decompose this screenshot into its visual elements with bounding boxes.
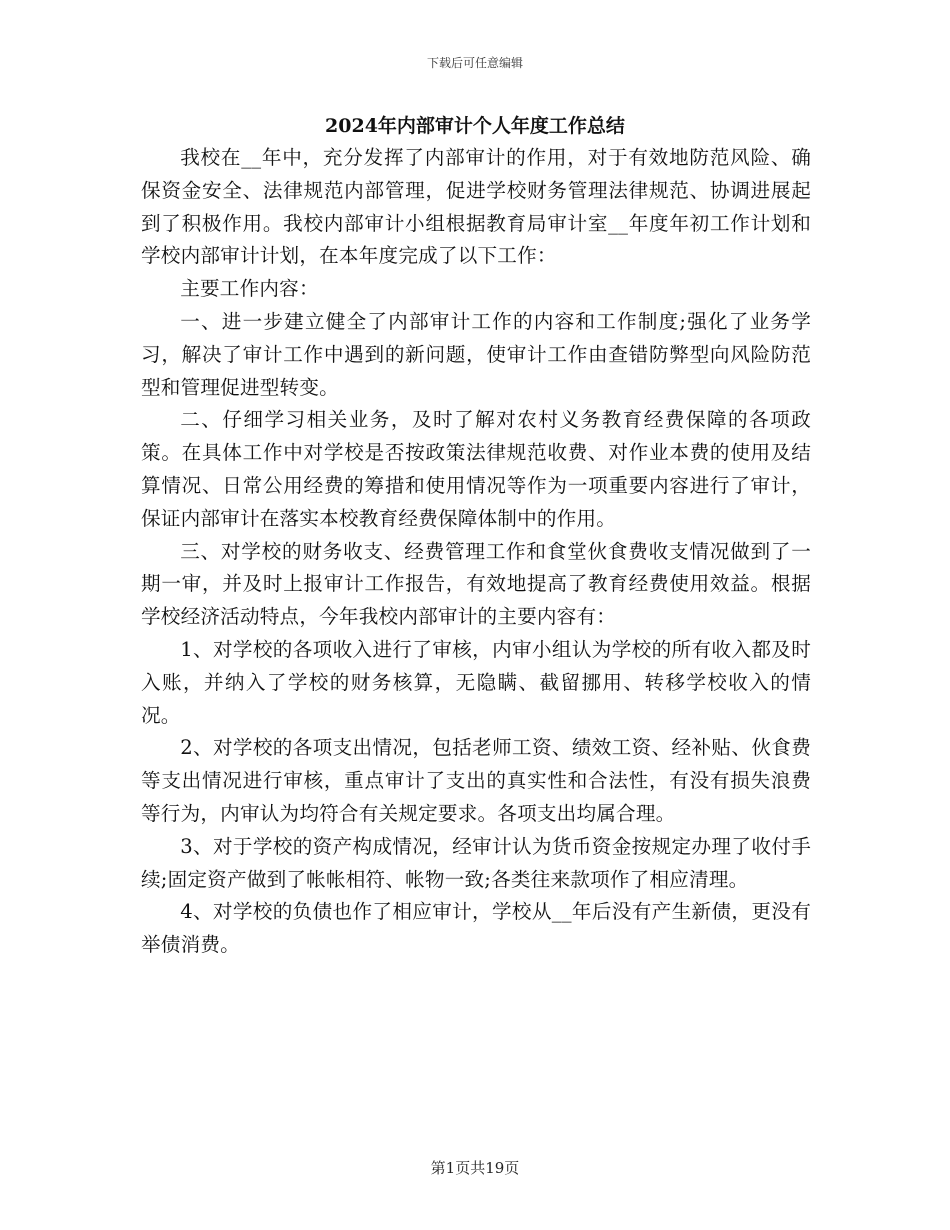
paragraph-sub-item-1: 1、对学校的各项收入进行了审核，内审小组认为学校的所有收入都及时入账，并纳入了学校的财务核算，无隐瞒、截留挪用、转移学校收入的情况。 [141, 637, 811, 727]
paragraph-intro: 我校在__年中，充分发挥了内部审计的作用，对于有效地防范风险、确保资金安全、法律规范内部管理，促进学校财务管理法律规范、协调进展起到了积极作用。我校内部审计小组根据教育局审计室__年度年初工作计划和学校内部审计计划，在本年度完成了以下工作： [141, 146, 811, 268]
paragraph-item-three: 三、对学校的财务收支、经费管理工作和食堂伙食费收支情况做到了一期一审，并及时上报审计工作报告，有效地提高了教育经费使用效益。根据学校经济活动特点，今年我校内部审计的主要内容有： [141, 539, 811, 629]
document-title: 2024年内部审计个人年度工作总结 [325, 115, 625, 137]
header-note: 下载后可任意编辑 [426, 56, 523, 70]
paragraph-main-content-heading: 主要工作内容： [180, 277, 319, 301]
paragraph-sub-item-3: 3、对于学校的资产构成情况，经审计认为货币资金按规定办理了收付手续;固定资产做到了帐帐相符、帐物一致;各类往来款项作了相应清理。 [141, 834, 811, 891]
page-number: 第1页共19页 [430, 1159, 520, 1177]
paragraph-sub-item-2: 2、对学校的各项支出情况，包括老师工资、绩效工资、经补贴、伙食费等支出情况进行审核，重点审计了支出的真实性和合法性，有没有损失浪费等行为，内审认为均符合有关规定要求。各项支出均属合理。 [141, 736, 811, 825]
paragraph-item-two: 二、仔细学习相关业务，及时了解对农村义务教育经费保障的各项政策。在具体工作中对学校是否按政策法律规范收费、对作业本费的使用及结算情况、日常公用经费的筹措和使用情况等作为一项重要内容进行了审计，保证内部审计在落实本校教育经费保障体制中的作用。 [141, 408, 811, 530]
paragraph-item-one: 一、进一步建立健全了内部审计工作的内容和工作制度;强化了业务学习，解决了审计工作中遇到的新问题，使审计工作由查错防弊型向风险防范型和管理促进型转变。 [141, 309, 811, 399]
document-body [141, 142, 811, 962]
paragraph-sub-item-4: 4、对学校的负债也作了相应审计，学校从__年后没有产生新债，更没有举债消费。 [141, 900, 811, 957]
